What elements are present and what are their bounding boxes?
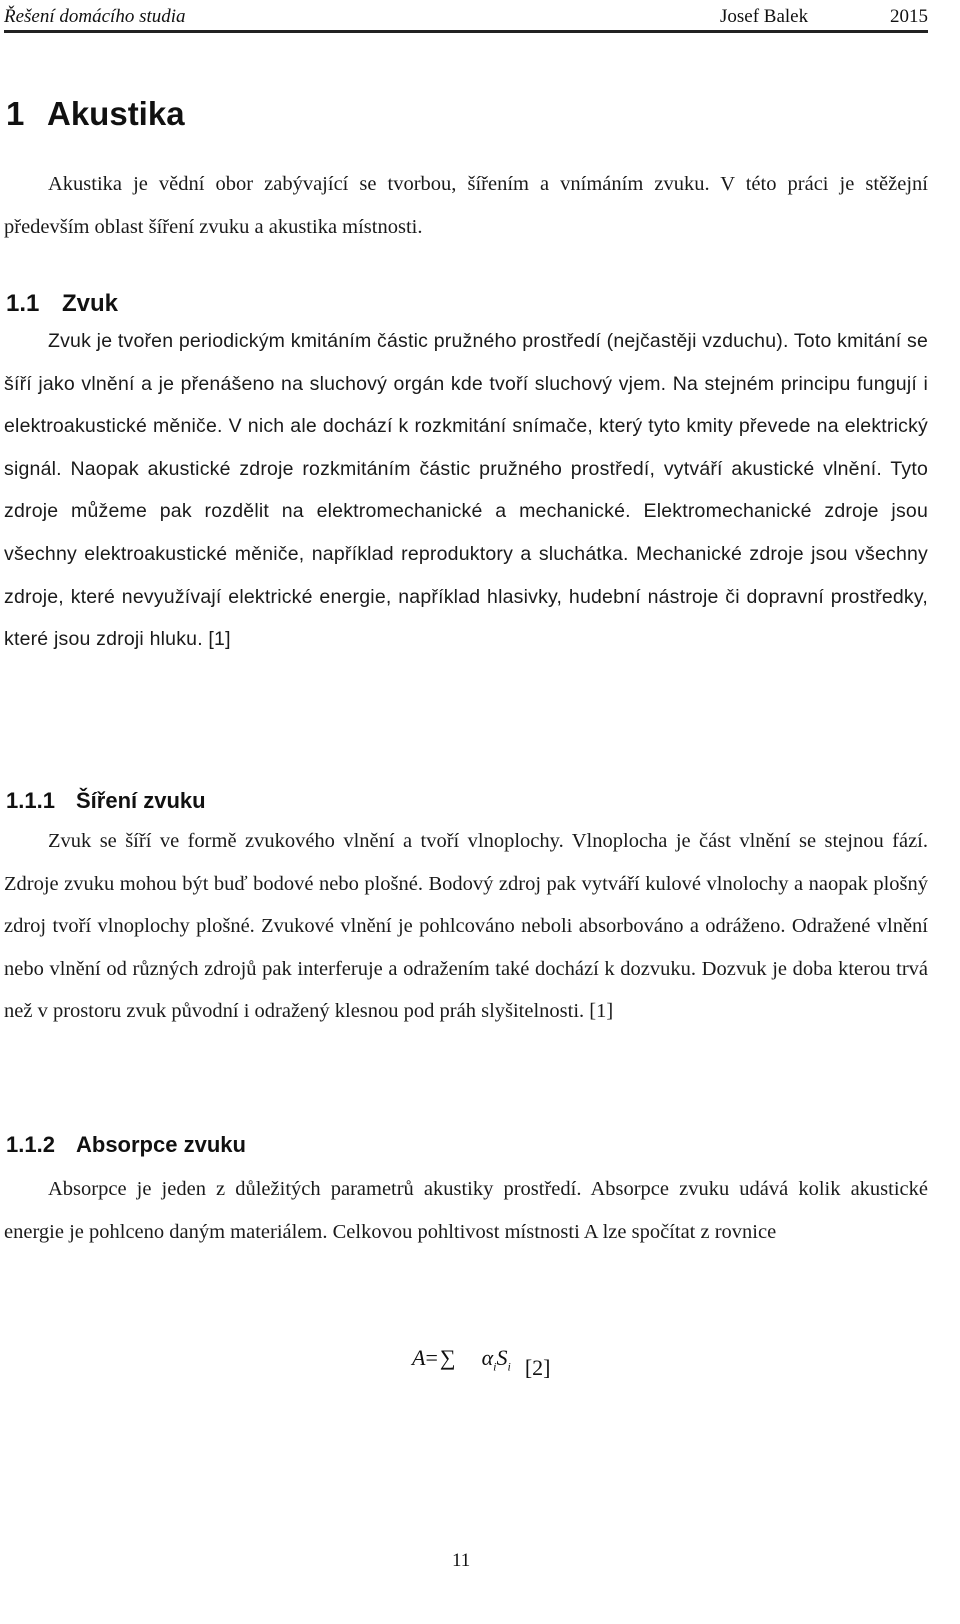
formula-alpha-subscript: i bbox=[493, 1359, 497, 1374]
heading-number: 1 bbox=[6, 95, 25, 132]
sum-symbol: ∑ bbox=[439, 1345, 456, 1370]
heading-section-1-1-1 bbox=[6, 788, 206, 814]
absorption-equation bbox=[412, 1345, 551, 1380]
heading-section-1-1-2 bbox=[6, 1132, 246, 1158]
page-number: 11 bbox=[452, 1550, 471, 1571]
paragraph-zvuk: Zvuk je tvořen periodickým kmitáním částic pružného prostředí (nejčastěji vzduchu). Toto kmitání se šíří jako vlnění a je přenášeno na sluchový orgán kde tvoří sluchový vjem. Na stejném principu fungují i elektroakustické měniče. V nich ale dochází k rozkmitání snímače, který tyto kmity převede na elektrický signál. Naopak akustické zdroje rozkmitáním částic pružného prostředí, vytváří akustické vlnění. Tyto zdroje můžeme pak rozdělit na elektromechanické a mechanické. Elektromechanické zdroje jsou všechny elektroakustické měniče, například reproduktory a sluchátka. Mechanické zdroje jsou všechny zdroje, které nevyužívají elektrické energie, například hlasivky, hudební nástroje či dopravní prostředky, které jsou zdroji hluku. [1] bbox=[4, 330, 928, 651]
formula-lhs: A bbox=[412, 1345, 426, 1370]
header-author: Josef Balek bbox=[720, 6, 809, 27]
formula-s: S bbox=[496, 1345, 508, 1370]
header-document-title: Řešení domácího studia bbox=[4, 6, 186, 27]
paragraph-sireni-zvuku: Zvuk se šíří ve formě zvukového vlnění a tvoří vlnoplochy. Vlnoplocha je část vlnění se stejnou fází. Zdroje zvuku mohou být buď bodové nebo plošné. Bodový zdroj pak vytváří kulové vlnolochy a naopak plošný zdroj tvoří vlnoplochy plošné. Zvukové vlnění je pohlcováno neboli absorbováno a odráženo. Odražené vlnění nebo vlnění od různých zdrojů pak interferuje a odražením také dochází k dozvuku. Dozvuk je doba kterou trvá než v prostoru zvuk původní i odražený klesnou pod práh slyšitelnosti. [1] bbox=[4, 830, 928, 1023]
heading-title: Akustika bbox=[47, 95, 185, 132]
formula-alpha: α bbox=[481, 1345, 494, 1370]
paragraph-akustika: Akustika je vědní obor zabývající se tvorbou, šířením a vnímáním zvuku. V této práci je stěžejní především oblast šíření zvuku a akustika místnosti. bbox=[4, 173, 928, 238]
heading-section-1 bbox=[6, 95, 185, 133]
formula-reference: [2] bbox=[524, 1355, 551, 1380]
heading-number: 1.1.2 bbox=[6, 1132, 55, 1157]
heading-title: Absorpce zvuku bbox=[76, 1132, 246, 1157]
heading-section-1-1 bbox=[6, 290, 118, 318]
heading-title: Šíření zvuku bbox=[76, 788, 206, 813]
heading-number: 1.1 bbox=[6, 290, 40, 317]
header-year: 2015 bbox=[890, 6, 928, 27]
formula-equals: = bbox=[425, 1345, 438, 1370]
formula-s-subscript: i bbox=[507, 1359, 511, 1374]
page-header bbox=[4, 2, 928, 33]
heading-number: 1.1.1 bbox=[6, 788, 55, 813]
paragraph-absorpce: Absorpce je jeden z důležitých parametrů akustiky prostředí. Absorpce zvuku udává kolik akustické energie je pohlceno daným materiálem. Celkovou pohltivost místnosti A lze spočítat z rovnice bbox=[4, 1178, 928, 1243]
heading-title: Zvuk bbox=[62, 290, 119, 317]
